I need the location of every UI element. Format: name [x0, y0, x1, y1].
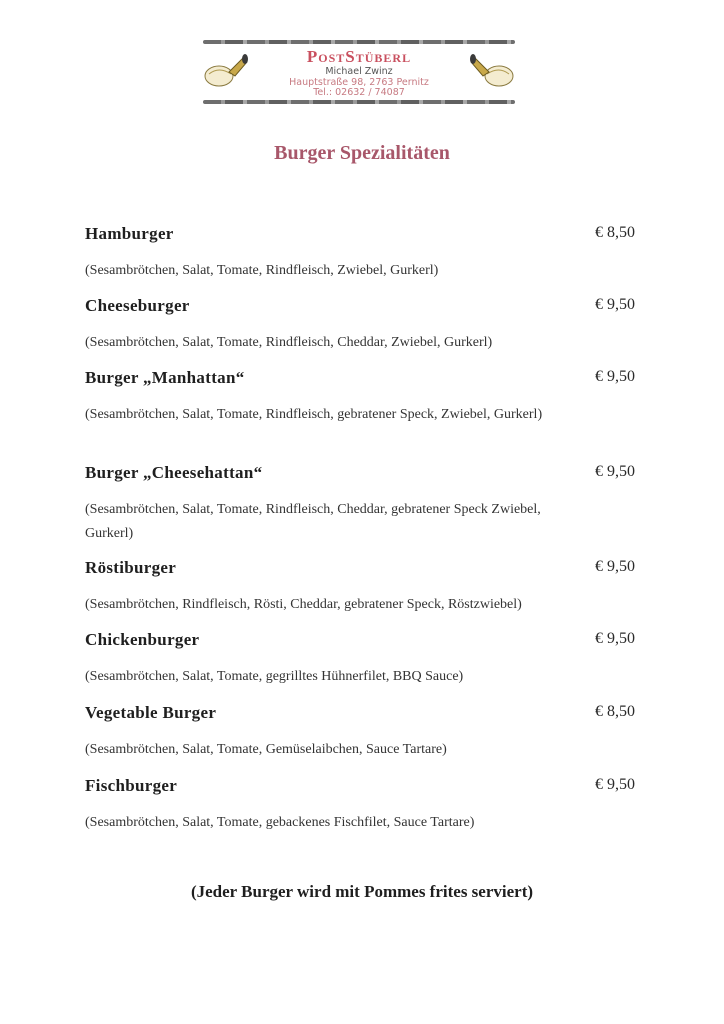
item-description: (Sesambrötchen, Salat, Tomate, Rindfleisch, Zwiebel, Gurkerl)	[85, 263, 439, 278]
item-description: (Sesambrötchen, Salat, Tomate, Rindfleisch, Cheddar, Zwiebel, Gurkerl)	[85, 335, 493, 350]
item-price: € 9,50	[595, 558, 635, 575]
item-description: (Sesambrötchen, Salat, Tomate, Rindfleisch, gebratener Speck, Zwiebel, Gurkerl)	[85, 407, 543, 422]
item-price: € 9,50	[595, 776, 635, 793]
item-description: (Sesambrötchen, Rindfleisch, Rösti, Cheddar, gebratener Speck, Röstzwiebel)	[85, 597, 522, 612]
item-name: Chickenburger	[85, 630, 200, 649]
item-description: (Sesambrötchen, Salat, Tomate, Rindfleisch, Cheddar, gebratener Speck Zwiebel, Gurkerl)	[85, 502, 541, 541]
item-name: Burger „Cheesehattan“	[85, 463, 263, 482]
item-name: Cheeseburger	[85, 296, 190, 315]
item-description: (Sesambrötchen, Salat, Tomate, gegrilltes Hühnerfilet, BBQ Sauce)	[85, 669, 464, 684]
item-price: € 9,50	[595, 296, 635, 313]
item-price: € 9,50	[595, 630, 635, 647]
footer-note: (Jeder Burger wird mit Pommes frites serviert)	[190, 882, 534, 901]
item-price: € 9,50	[595, 368, 635, 385]
item-name: Vegetable Burger	[85, 703, 217, 722]
item-description: (Sesambrötchen, Salat, Tomate, gebackenes Fischfilet, Sauce Tartare)	[85, 815, 475, 830]
item-name: Burger „Manhattan“	[85, 368, 245, 387]
owner-name: Michael Zwinz	[325, 66, 393, 77]
logo-divider-bottom	[203, 100, 515, 104]
item-price: € 8,50	[595, 703, 635, 720]
phone-number: Tel.: 02632 / 74087	[313, 87, 405, 98]
item-description: (Sesambrötchen, Salat, Tomate, Gemüselaibchen, Sauce Tartare)	[85, 742, 447, 757]
address: Hauptstraße 98, 2763 Pernitz	[289, 77, 429, 88]
item-name: Fischburger	[85, 776, 178, 795]
item-price: € 8,50	[595, 224, 635, 241]
restaurant-logo	[203, 40, 515, 104]
logo-divider-top	[203, 40, 515, 44]
menu-title: Burger Spezialitäten	[274, 142, 450, 164]
restaurant-name: PostStüberl	[306, 47, 412, 66]
item-price: € 9,50	[595, 463, 635, 480]
item-name: Röstiburger	[85, 558, 177, 577]
item-name: Hamburger	[85, 224, 174, 243]
